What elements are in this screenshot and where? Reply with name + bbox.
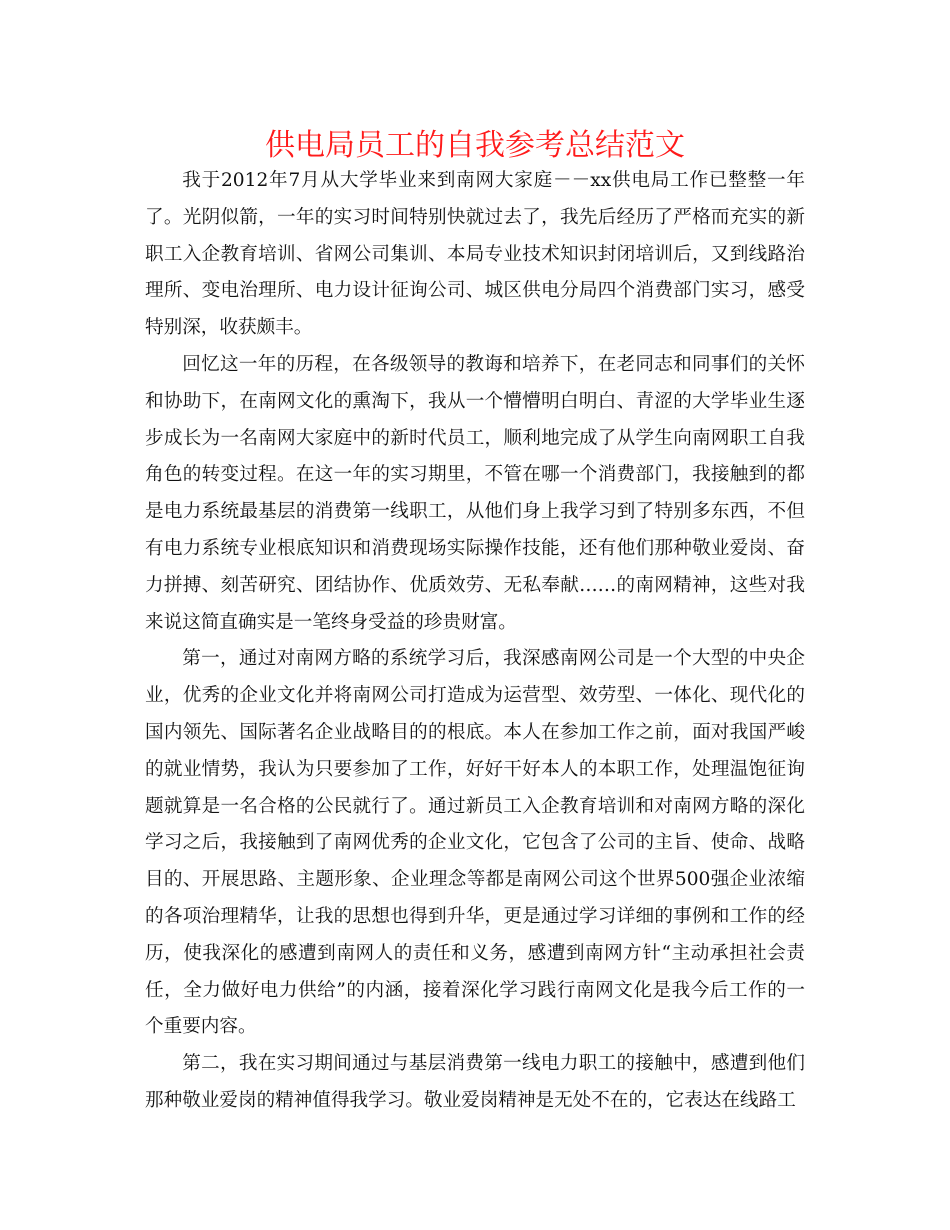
paragraph: 第二，我在实习期间通过与基层消费第一线电力职工的接触中，感遭到他们那种敬业爱岗的精神值得我学习。敬业爱岗精神是无处不在的，它表达在线路工 bbox=[145, 1053, 805, 1111]
document-body bbox=[145, 163, 805, 1120]
paragraph: 我于2012年7月从大学毕业来到南网大家庭－－xx供电局工作已整整一年了。光阴似箭，一年的实习时间特别快就过去了，我先后经历了严格而充实的新职工入企教育培训、省网公司集训、本局专业技术知识封闭培训后，又到线路治理所、变电治理所、电力设计征询公司、城区供电分局四个消费部门实习，感受特别深，收获颇丰。 bbox=[145, 170, 805, 339]
document-title: 供电局员工的自我参考总结范文 bbox=[265, 128, 685, 163]
paragraph: 回忆这一年的历程，在各级领导的教诲和培养下，在老同志和同事们的关怀和协助下，在南网文化的熏淘下，我从一个懵懵明白明白、青涩的大学毕业生逐步成长为一名南网大家庭中的新时代员工，顺利地完成了从学生向南网职工自我角色的转变过程。在这一年的实习期里，不管在哪一个消费部门，我接触到的都是电力系统最基层的消费第一线职工，从他们身上我学习到了特别多东西，不但有电力系统专业根底知识和消费现场实际操作技能，还有他们那种敬业爱岗、奋力拼搏、刻苦研究、团结协作、优质效劳、无私奉献……的南网精神，这些对我来说这简直确实是一笔终身受益的珍贵财富。 bbox=[145, 353, 805, 633]
paragraph: 第一，通过对南网方略的系统学习后，我深感南网公司是一个大型的中央企业，优秀的企业文化并将南网公司打造成为运营型、效劳型、一体化、现代化的国内领先、国际著名企业战略目的的根底。本人在参加工作之前，面对我国严峻的就业情势，我认为只要参加了工作，好好干好本人的本职工作，处理温饱征询题就算是一名合格的公民就行了。通过新员工入企教育培训和对南网方略的深化学习之后，我接触到了南网优秀的企业文化，它包含了公司的主旨、使命、战略目的、开展思路、主题形象、企业理念等都是南网公司这个世界500强企业浓缩的各项治理精华，让我的思想也得到升华，更是通过学习详细的事例和工作的经历，使我深化的感遭到南网人的责任和义务，感遭到南网方针“主动承担社会责任，全力做好电力供给”的内涵，接着深化学习践行南网文化是我今后工作的一个重要内容。 bbox=[145, 648, 805, 1038]
